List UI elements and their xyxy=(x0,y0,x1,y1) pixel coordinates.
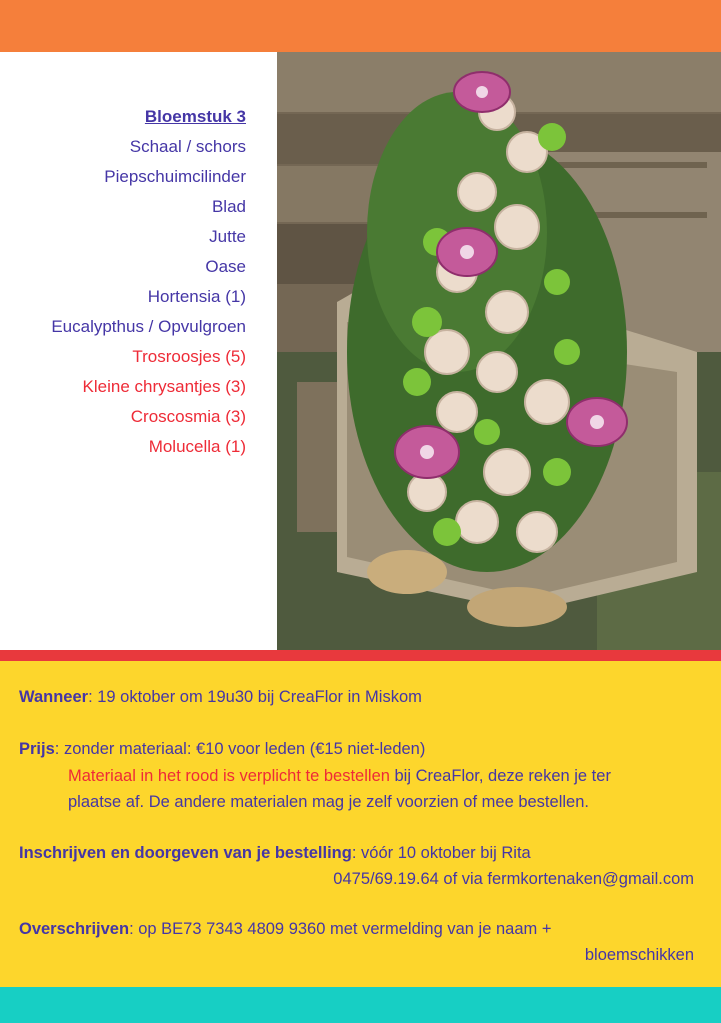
top-orange-bar xyxy=(0,0,721,52)
overschrijven-rest: bloemschikken xyxy=(584,946,694,964)
material-list xyxy=(0,102,246,462)
prijs-label: Prijs xyxy=(19,740,55,758)
list-item: Jutte xyxy=(209,227,246,246)
list-item: Schaal / schors xyxy=(129,137,246,156)
wanneer-label: Wanneer xyxy=(19,688,89,706)
bottom-teal-bar xyxy=(0,987,721,1023)
info-section xyxy=(0,661,721,987)
flower-arrangement-photo xyxy=(277,52,721,650)
overschrijven-label: Overschrijven xyxy=(19,920,130,938)
prijs-required-note: Materiaal in het rood is verplicht te bestellen xyxy=(68,767,390,785)
list-item: Eucalypthus / Opvulgroen xyxy=(51,317,246,336)
photo-illustration xyxy=(277,52,721,650)
list-item: Blad xyxy=(211,197,246,216)
prijs-line xyxy=(19,737,425,761)
list-item-required: Trosroosjes (5) xyxy=(132,347,246,366)
list-item: Piepschuimcilinder xyxy=(104,167,246,186)
prijs-rest-1: bij CreaFlor, deze reken je ter xyxy=(389,767,611,785)
inschrijven-contact: 0475/69.19.64 of via fermkortenaken@gmail.com xyxy=(333,870,694,888)
inschrijven-label: Inschrijven en doorgeven van je bestelling xyxy=(19,844,352,862)
list-item: Oase xyxy=(205,257,246,276)
inschrijven-text: : vóór 10 oktober bij Rita xyxy=(351,844,531,862)
overschrijven-line xyxy=(19,917,551,941)
wanneer-text: : 19 oktober om 19u30 bij CreaFlor in Miskom xyxy=(88,688,422,706)
list-item-required: Croscosmia (3) xyxy=(130,407,246,426)
prijs-text: : zonder materiaal: €10 voor leden (€15 niet-leden) xyxy=(54,740,426,758)
list-item-required: Kleine chrysantjes (3) xyxy=(82,377,246,396)
list-item-required: Molucella (1) xyxy=(148,437,246,456)
red-divider xyxy=(0,650,721,661)
prijs-rest-2: plaatse af. De andere materialen mag je zelf voorzien of mee bestellen. xyxy=(68,793,589,811)
inschrijven-line xyxy=(19,841,531,865)
list-item: Hortensia (1) xyxy=(147,287,246,306)
wanneer-line xyxy=(19,685,422,709)
prijs-line-2 xyxy=(68,764,611,788)
list-title: Bloemstuk 3 xyxy=(144,107,246,126)
overschrijven-text: : op BE73 7343 4809 9360 met vermelding van je naam + xyxy=(129,920,552,938)
